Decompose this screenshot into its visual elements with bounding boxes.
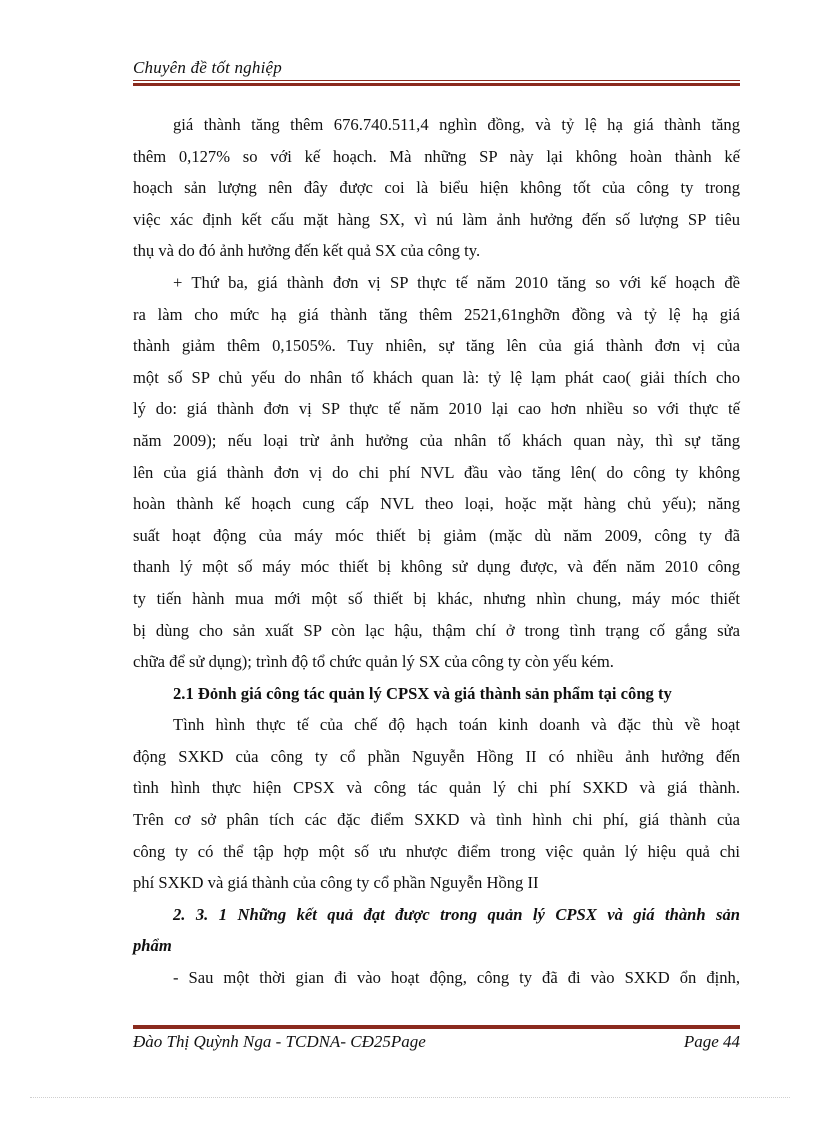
text-line: - Sau một thời gian đi vào hoạt động, công ty đã đi vào SXKD ổn định, xyxy=(173,968,740,988)
text-line: việc xác định kết cấu mặt hàng SX, vì nú làm ảnh hưởng đến số lượng SP tiêu xyxy=(133,209,740,229)
text-line: + Thứ ba, giá thành đơn vị SP thực tế năm 2010 tăng so với kế hoạch đề xyxy=(173,272,740,292)
text-line: lý do: giá thành đơn vị SP thực tế năm 2010 lại cao hơn nhiều so với thực tế xyxy=(133,399,740,419)
text-line: năm 2009); nếu loại trừ ảnh hưởng của nhân tố khách quan này, thì sự tăng xyxy=(133,430,740,450)
page-number: Page 44 xyxy=(683,1032,740,1051)
text-line: ra làm cho mức hạ giá thành tăng thêm 2521,61nghỡn đồng và tỷ lệ hạ giá xyxy=(133,304,740,324)
text-line: phẩm xyxy=(133,936,172,956)
text-line: ty tiến hành mua mới một số thiết bị khác, nhưng nhìn chung, máy móc thiết xyxy=(133,588,740,608)
text-line: thêm 0,127% so với kế hoạch. Mà những SP này lại không hoàn thành kế xyxy=(133,146,740,166)
footer-author: Đào Thị Quỳnh Nga - TCDNA- CĐ25Page xyxy=(133,1032,426,1051)
text-line: Trên cơ sở phân tích các đặc điểm SXKD và tình hình chi phí, giá thành của xyxy=(133,810,740,830)
text-line: động SXKD của công ty cổ phần Nguyễn Hồng II có nhiều ảnh hưởng đến xyxy=(133,746,740,766)
text-line: hoàn thành kế hoạch cung cấp NVL theo loại, hoặc mặt hàng chủ yếu); năng xyxy=(133,494,740,514)
text-line: thành giảm thêm 0,1505%. Tuy nhiên, sự tăng lên của giá thành đơn vị của xyxy=(133,336,740,356)
text-line: suất hoạt động của máy móc thiết bị giảm (mặc dù năm 2009, công ty đã xyxy=(133,525,740,545)
text-line: Tình hình thực tế của chế độ hạch toán kinh doanh và đặc thù về hoạt xyxy=(173,715,740,735)
text-line: công ty có thể tập hợp một số ưu nhược điểm trong việc quản lý hiệu quả chi xyxy=(133,841,740,861)
text-line: một số SP chủ yếu do nhân tố khách quan là: tỷ lệ lạm phát cao( giải thích cho xyxy=(133,367,740,387)
text-line: giá thành tăng thêm 676.740.511,4 nghìn đồng, và tỷ lệ hạ giá thành tăng xyxy=(173,115,740,134)
text-line: 2. 3. 1 Những kết quả đạt được trong quản lý CPSX và giá thành sản xyxy=(173,904,740,924)
page-bottom-divider xyxy=(30,1097,790,1098)
page-footer xyxy=(133,1032,740,1052)
text-line: tình hình thực hiện CPSX và công tác quản lý chi phí SXKD và giá thành. xyxy=(133,778,740,798)
footer-rule xyxy=(133,1023,740,1029)
text-line: chữa để sử dụng); trình độ tổ chức quản lý SX của công ty còn yếu kém. xyxy=(133,652,614,672)
text-line: 2.1 Đỏnh giá công tác quản lý CPSX và giá thành sản phẩm tại công ty xyxy=(173,683,672,703)
document-body xyxy=(133,109,740,994)
text-line: thanh lý một số máy móc thiết bị không sử dụng được, và đến năm 2010 công xyxy=(133,557,740,577)
header-rule xyxy=(133,80,740,86)
text-line: phí SXKD và giá thành của công ty cổ phần Nguyễn Hồng II xyxy=(133,873,539,893)
text-line: lên của giá thành đơn vị do chi phí NVL đầu vào tăng lên( do công ty không xyxy=(133,462,740,482)
page-header-title: Chuyên đề tốt nghiệp xyxy=(133,58,282,77)
text-line: hoạch sản lượng nên đây được coi là biểu hiện không tốt của công ty trong xyxy=(133,178,740,198)
text-line: bị dùng cho sản xuất SP còn lạc hậu, thậm chí ở trong tình trạng cố gắng sửa xyxy=(133,620,740,640)
text-line: thụ và do đó ảnh hưởng đến kết quả SX của công ty. xyxy=(133,241,481,261)
